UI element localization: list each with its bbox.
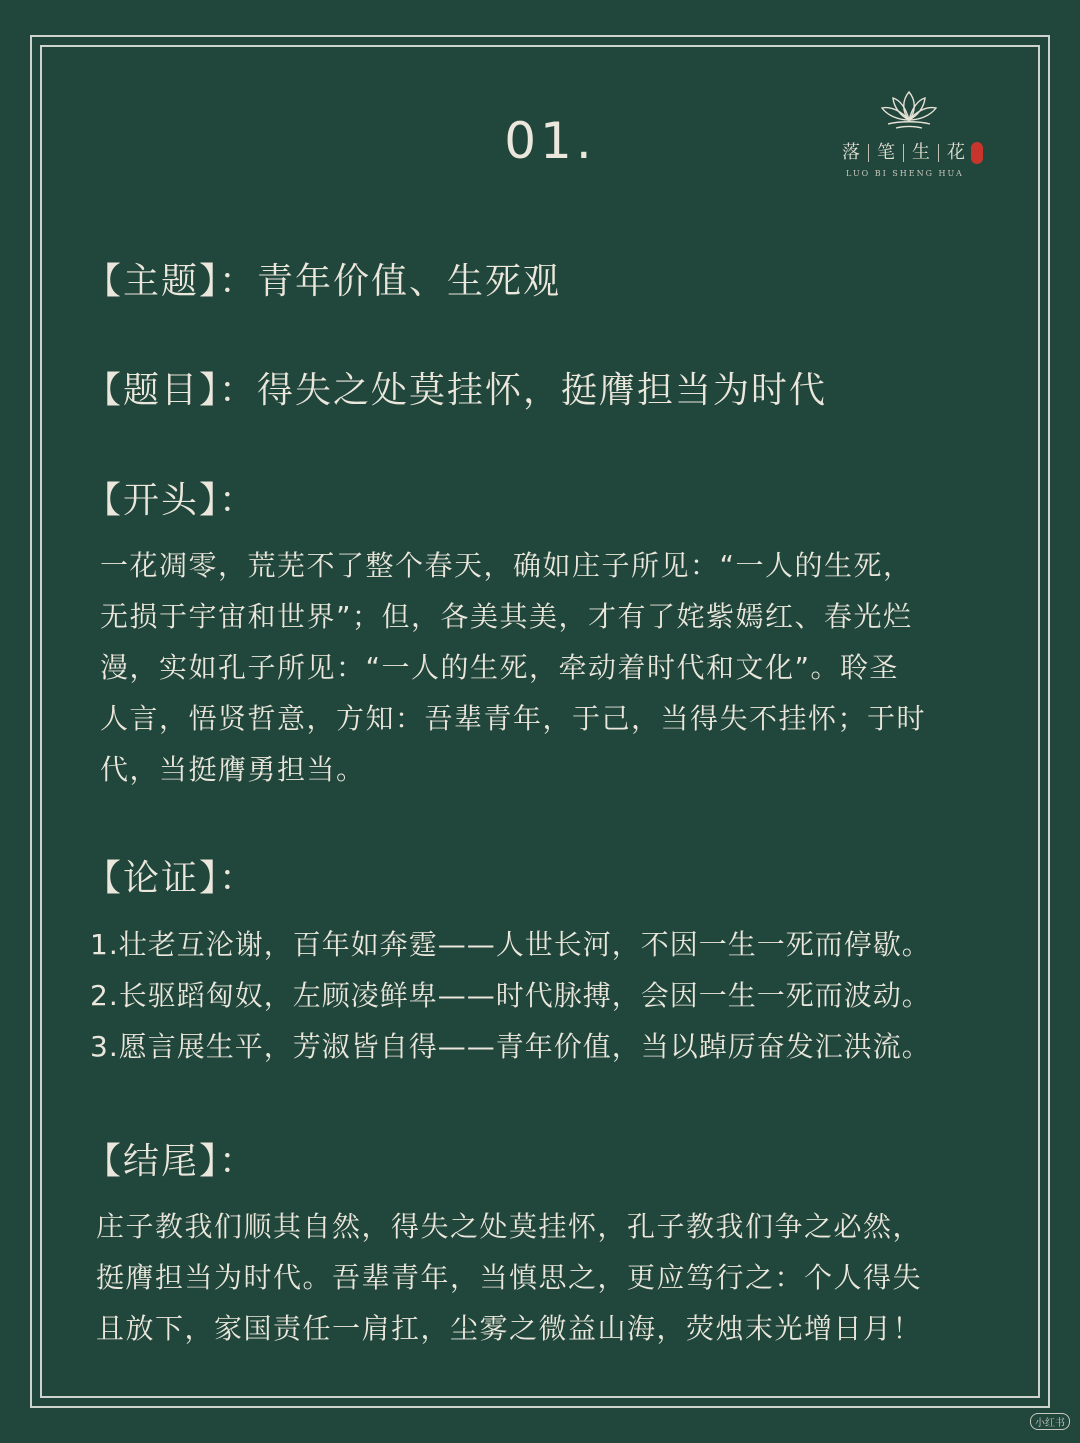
lotus-icon [874,88,944,130]
paragraph-line: 无损于宇宙和世界”；但，各美其美，才有了姹紫嫣红、春光烂 [100,600,913,633]
paragraph-line: 漫，实如孔子所见：“一人的生死，牵动着时代和文化”。聆圣 [100,651,900,684]
argument-list [90,919,1010,1072]
logo-divider [938,144,939,162]
paragraph-line: 且放下，家国责任一肩扛，尘雾之微益山海，荧烛末光增日月！ [96,1312,923,1345]
logo-char: 生 [912,142,930,163]
theme-heading [85,253,561,304]
logo-divider [903,144,904,162]
paragraph-line: 挺膺担当为时代。吾辈青年，当慎思之，更应笃行之：个人得失 [96,1261,923,1294]
ending-heading: 【结尾】： [85,1141,258,1182]
opening-heading: 【开头】： [85,480,258,521]
argument-heading: 【论证】： [85,858,258,899]
logo-pinyin: LUO BI SHENG HUA [846,169,964,178]
argument-item: 3.愿言展生平，芳淑皆自得——青年价值，当以踔厉奋发汇洪流。 [90,1030,931,1063]
logo-divider [868,144,869,162]
logo-char: 落 [842,142,860,163]
theme-text: 青年价值、生死观 [257,261,562,302]
argument-item: 1.壮老互沦谢，百年如奔霆——人世长河，不因一生一死而停歇。 [90,928,931,961]
theme-label: 【主题】： [85,261,258,302]
page-number: 01. [504,112,596,170]
brand-logo [840,88,990,183]
title-text: 得失之处莫挂怀，挺膺担当为时代 [257,370,828,411]
logo-char: 笔 [877,142,895,163]
title-heading [85,362,827,413]
paragraph-line: 人言，悟贤哲意，方知：吾辈青年，于己，当得失不挂怀；于时 [100,702,927,735]
logo-text [840,138,990,164]
logo-char: 花 [947,142,965,163]
red-seal-icon [971,142,983,164]
watermark: 小红书 [1030,1413,1070,1430]
title-label: 【题目】： [85,370,258,411]
opening-paragraph [100,540,1000,795]
paragraph-line: 庄子教我们顺其自然，得失之处莫挂怀，孔子教我们争之必然， [96,1210,923,1243]
paragraph-line: 代，当挺膺勇担当。 [100,753,366,786]
argument-item: 2.长驱蹈匈奴，左顾凌鲜卑——时代脉搏，会因一生一死而波动。 [90,979,931,1012]
paragraph-line: 一花凋零，荒芜不了整个春天，确如庄子所见：“一人的生死， [100,549,913,582]
ending-paragraph [96,1201,1016,1354]
